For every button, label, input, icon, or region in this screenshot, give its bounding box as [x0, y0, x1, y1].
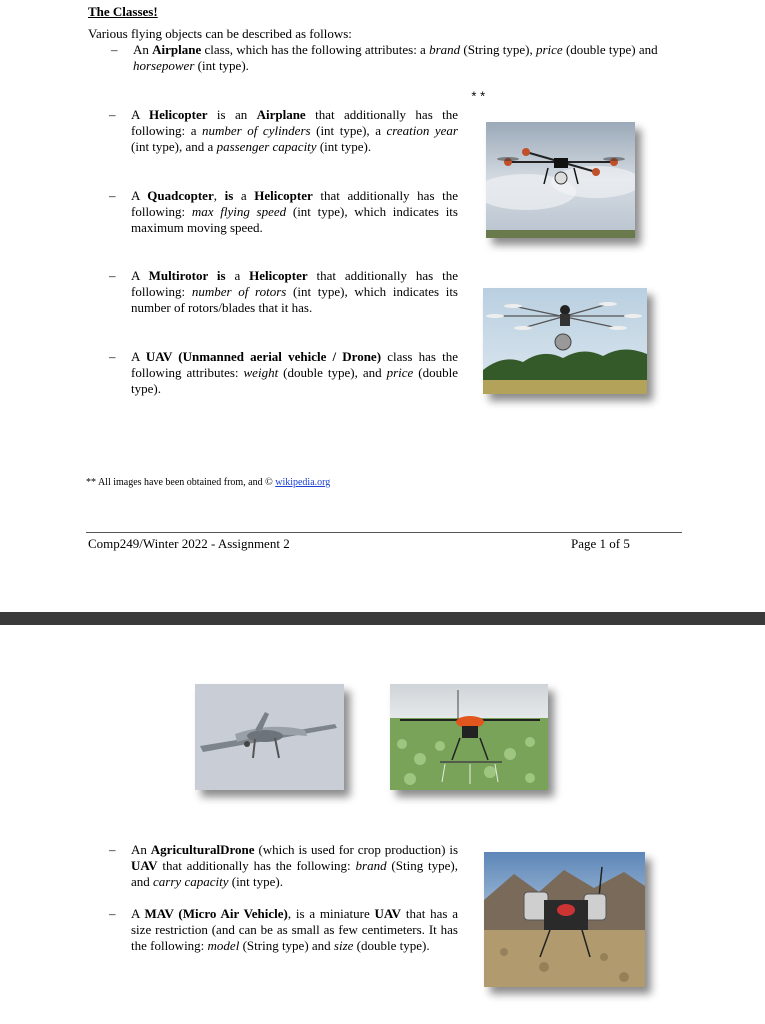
- text: , is a miniature: [287, 906, 375, 921]
- attribute: creation year: [386, 123, 458, 138]
- text: a: [233, 188, 255, 203]
- attribute: size: [333, 938, 354, 953]
- agricultural-drone-bullet: [109, 842, 459, 890]
- text: class has the following attributes:: [131, 349, 459, 380]
- attribute: carry capacity: [153, 874, 229, 889]
- text: class, which has the following attributes: a: [201, 42, 430, 57]
- multirotor-photo: [483, 288, 647, 394]
- attribute: model: [207, 938, 240, 953]
- bullet-dash: –: [109, 188, 116, 203]
- text: (int type).: [316, 139, 372, 154]
- text: A: [131, 268, 149, 283]
- class-name: Multirotor is: [148, 268, 226, 283]
- agricultural-drone-image: [390, 684, 548, 790]
- text: that additionally has the following:: [157, 858, 356, 873]
- footer-divider: [86, 532, 682, 533]
- text: is an: [207, 107, 257, 122]
- quadcopter-photo: [486, 122, 635, 238]
- text: is: [224, 188, 234, 203]
- reaper-drone-photo: [195, 684, 344, 790]
- mav-bullet: [109, 906, 459, 954]
- class-name: UAV: [374, 906, 402, 921]
- agricultural-drone-photo: [390, 684, 548, 790]
- page-separator: [0, 612, 765, 625]
- class-name: Quadcopter: [147, 188, 214, 203]
- attribute: number of rotors: [191, 284, 287, 299]
- text: A: [131, 349, 146, 364]
- class-name: Helicopter: [254, 188, 313, 203]
- intro-text: Various flying objects can be described as follows:: [88, 26, 352, 41]
- text: ,: [213, 188, 225, 203]
- text: (Sting type), and: [131, 858, 459, 889]
- text: (String type),: [460, 42, 536, 57]
- attribute: price: [386, 365, 414, 380]
- bullet-dash: –: [111, 42, 118, 57]
- attribute: brand: [429, 42, 461, 57]
- class-name: AgriculturalDrone: [150, 842, 255, 857]
- text: (int type), which indicates its number of rotors/blades that it has.: [131, 284, 458, 315]
- mav-image: [484, 852, 645, 987]
- attribute: price: [535, 42, 563, 57]
- class-name: Helicopter: [149, 107, 208, 122]
- image-credit-marker: **: [470, 90, 488, 105]
- quadcopter-image: [486, 122, 635, 238]
- text: that additionally has the following:: [131, 268, 458, 299]
- text: (double type).: [353, 938, 430, 953]
- class-name: UAV: [131, 858, 158, 873]
- attribute: passenger capacity: [216, 139, 317, 154]
- bullet-dash: –: [109, 906, 116, 921]
- multirotor-image: [483, 288, 647, 394]
- text: (double type).: [131, 365, 458, 396]
- text: that additionally has the following:: [131, 188, 458, 219]
- attribute: max flying speed: [191, 204, 287, 219]
- text: (String type) and: [239, 938, 334, 953]
- text: (int type).: [228, 874, 283, 889]
- text: that additionally has the following: a: [131, 107, 458, 138]
- bullet-dash: –: [109, 842, 116, 857]
- reaper-drone-image: [195, 684, 344, 790]
- section-heading: The Classes!: [88, 4, 158, 19]
- text: A: [131, 906, 145, 921]
- text: a: [225, 268, 250, 283]
- bullet-dash: –: [109, 107, 116, 122]
- text: A: [131, 188, 148, 203]
- text: An: [133, 42, 153, 57]
- footer-course: Comp249/Winter 2022 - Assignment 2: [88, 536, 290, 551]
- text: (int type), and a: [131, 139, 217, 154]
- mav-photo: [484, 852, 645, 987]
- quadcopter-bullet: [109, 188, 458, 236]
- airplane-bullet: [111, 42, 693, 74]
- attribute: number of cylinders: [202, 123, 311, 138]
- text: (double type), and: [278, 365, 387, 380]
- bullet-dash: –: [109, 268, 116, 283]
- footer-page-number: Page 1 of 5: [571, 536, 630, 551]
- attribute: weight: [243, 365, 279, 380]
- footnote-text: ** All images have been obtained from, and ©: [86, 477, 276, 488]
- attribute: brand: [355, 858, 387, 873]
- class-name: UAV (Unmanned aerial vehicle / Drone): [145, 349, 382, 364]
- text: that has a size restriction (and can be as small as few centimeters. It has the following:: [131, 906, 459, 953]
- image-credit-footnote: [86, 477, 330, 488]
- uav-bullet: [109, 349, 459, 397]
- text: (which is used for crop production) is: [254, 842, 459, 857]
- text: (int type), which indicates its maximum moving speed.: [131, 204, 458, 235]
- bullet-dash: –: [109, 349, 116, 364]
- class-name: Airplane: [152, 42, 202, 57]
- text: (double type) and: [562, 42, 658, 57]
- wikipedia-link[interactable]: wikipedia.org: [275, 477, 331, 488]
- text: (int type), a: [310, 123, 387, 138]
- attribute: horsepower: [133, 58, 195, 73]
- helicopter-bullet: [109, 107, 458, 155]
- multirotor-bullet: [109, 268, 458, 316]
- text: (int type).: [194, 58, 249, 73]
- text: A: [131, 107, 150, 122]
- class-name: MAV (Micro Air Vehicle): [144, 906, 288, 921]
- text: An: [131, 842, 151, 857]
- class-name: Helicopter: [249, 268, 308, 283]
- class-name: Airplane: [256, 107, 306, 122]
